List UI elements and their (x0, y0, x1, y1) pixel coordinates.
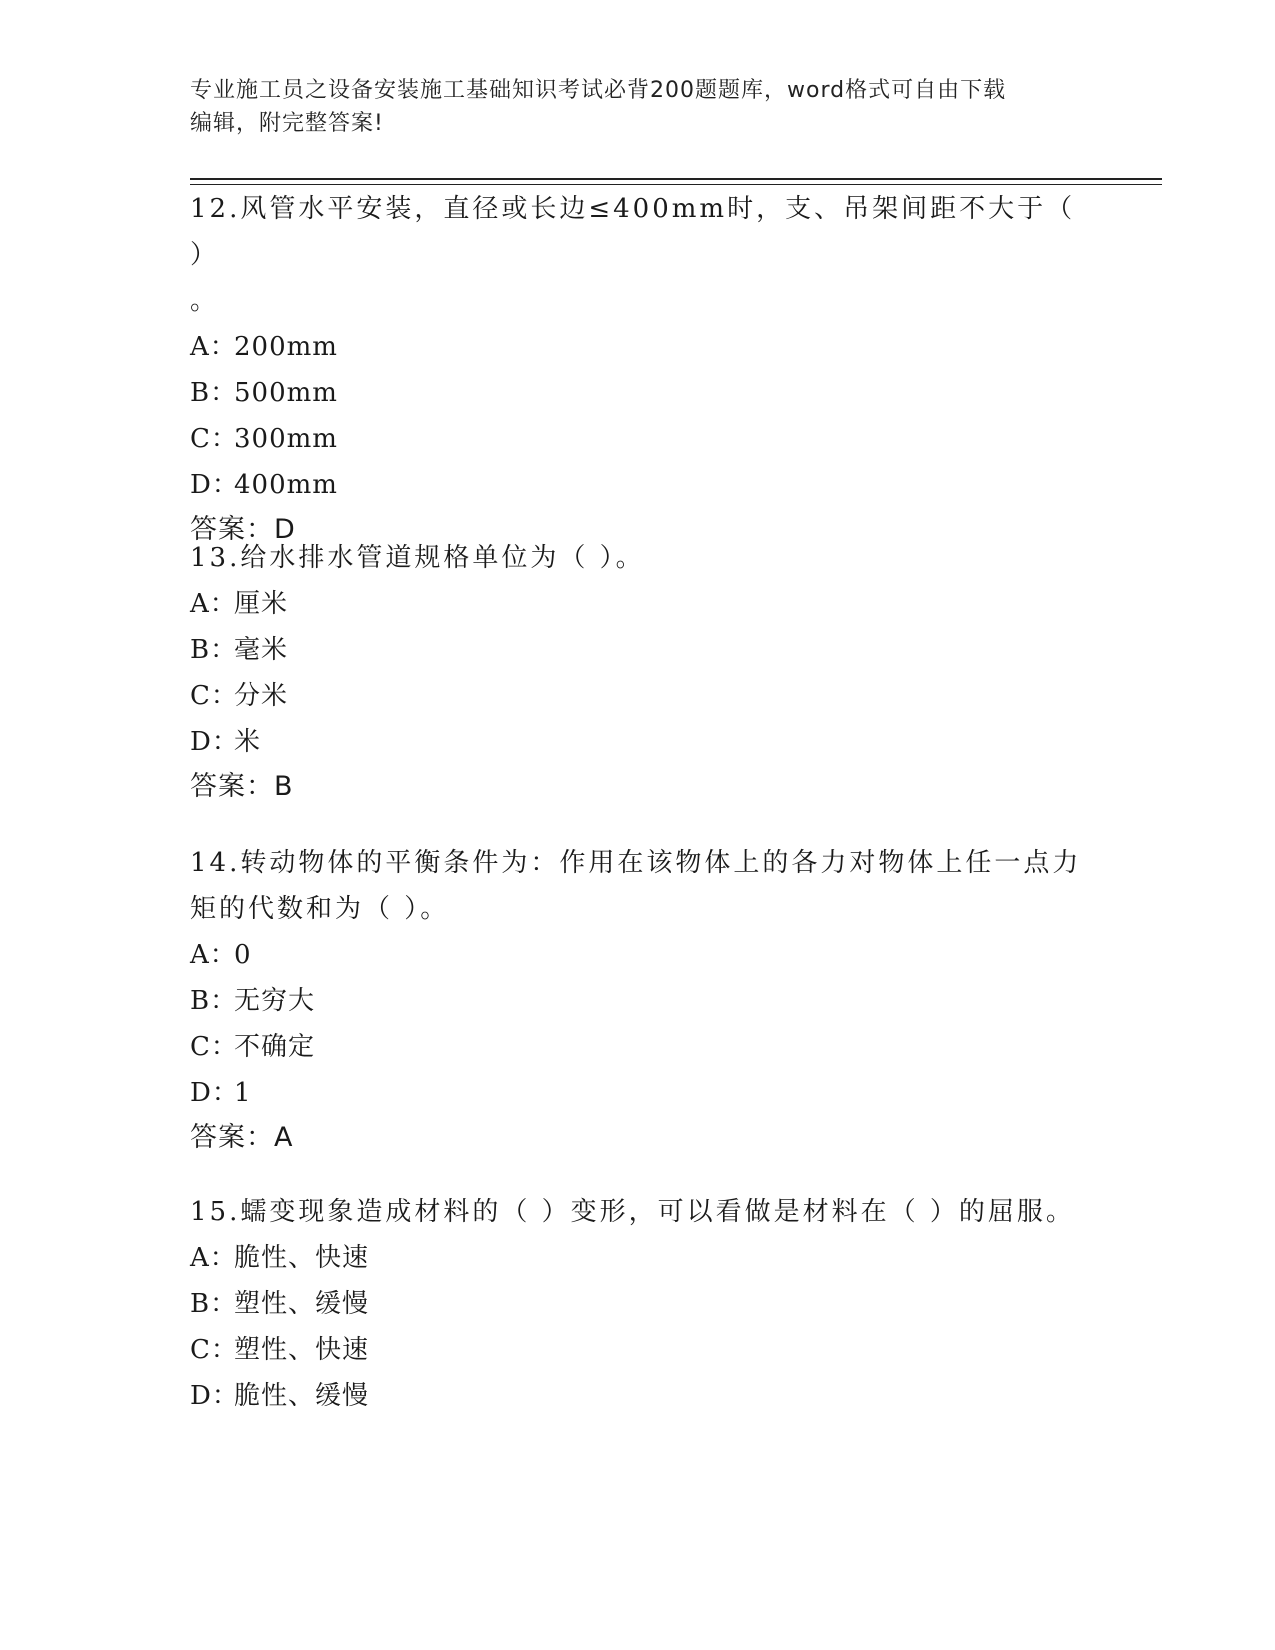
option-c (190, 1327, 1090, 1373)
option-c (190, 416, 1090, 462)
option-d (190, 1373, 1090, 1419)
header-divider-thick (190, 178, 1162, 180)
option-text: 500mm (234, 378, 338, 408)
option-letter: C： (190, 424, 238, 454)
option-a (190, 581, 1090, 627)
option-letter: C： (190, 1032, 238, 1062)
option-letter: B： (190, 635, 238, 665)
question-stem-continued: 。 (190, 286, 220, 316)
option-text: 200mm (234, 332, 338, 362)
option-a (190, 324, 1090, 370)
option-c (190, 673, 1090, 719)
option-b (190, 1281, 1090, 1327)
option-letter: B： (190, 1289, 238, 1319)
option-text: 分米 (234, 681, 289, 711)
option-c (190, 1024, 1090, 1070)
option-text: 400mm (234, 470, 338, 500)
option-text: 脆性、快速 (234, 1243, 370, 1273)
option-text: 塑性、快速 (234, 1335, 370, 1365)
option-d (190, 719, 1090, 765)
option-text: 300mm (234, 424, 338, 454)
question-14 (190, 840, 1090, 1160)
header-line-1: 专业施工员之设备安装施工基础知识考试必背200题题库，word格式可自由下载 (190, 78, 1007, 103)
option-b (190, 370, 1090, 416)
question-stem-continued: 矩的代数和为（ ）。 (190, 894, 450, 924)
option-letter: C： (190, 1335, 238, 1365)
option-text: 塑性、缓慢 (234, 1289, 370, 1319)
header-divider-thin (190, 184, 1162, 185)
option-b (190, 627, 1090, 673)
question-stem: 14.转动物体的平衡条件为：作用在该物体上的各力对物体上任一点力 (190, 848, 1082, 878)
option-text: 脆性、缓慢 (234, 1381, 370, 1411)
option-text: 米 (234, 727, 262, 757)
question-stem: 15.蠕变现象造成材料的（ ）变形，可以看做是材料在（ ）的屈服。 (190, 1197, 1075, 1227)
option-letter: D： (190, 470, 239, 500)
option-b (190, 978, 1090, 1024)
option-text: 无穷大 (234, 986, 316, 1016)
option-text: 厘米 (234, 589, 289, 619)
option-text: 不确定 (234, 1032, 316, 1062)
answer: 答案：D (190, 514, 296, 545)
question-stem: 13.给水排水管道规格单位为（ ）。 (190, 543, 645, 573)
option-letter: A： (190, 940, 237, 970)
option-letter: D： (190, 1078, 239, 1108)
question-15 (190, 1189, 1090, 1419)
option-letter: C： (190, 681, 238, 711)
answer: 答案：A (190, 1122, 294, 1153)
option-d (190, 462, 1090, 508)
option-letter: B： (190, 986, 238, 1016)
question-12 (190, 186, 1090, 552)
question-13 (190, 535, 1090, 809)
option-letter: B： (190, 378, 238, 408)
option-letter: D： (190, 727, 239, 757)
option-a (190, 1235, 1090, 1281)
answer: 答案：B (190, 771, 294, 802)
option-d (190, 1070, 1090, 1116)
option-text: 1 (234, 1078, 252, 1108)
document-header (190, 74, 1090, 140)
option-letter: A： (190, 589, 237, 619)
option-letter: D： (190, 1381, 239, 1411)
option-a (190, 932, 1090, 978)
option-letter: A： (190, 1243, 237, 1273)
header-line-2: 编辑，附完整答案! (190, 111, 384, 136)
question-stem: 12.风管水平安装，直径或长边≤400mm时，支、吊架间距不大于（ ） (190, 194, 1076, 270)
option-text: 0 (234, 940, 252, 970)
option-text: 毫米 (234, 635, 289, 665)
option-letter: A： (190, 332, 237, 362)
